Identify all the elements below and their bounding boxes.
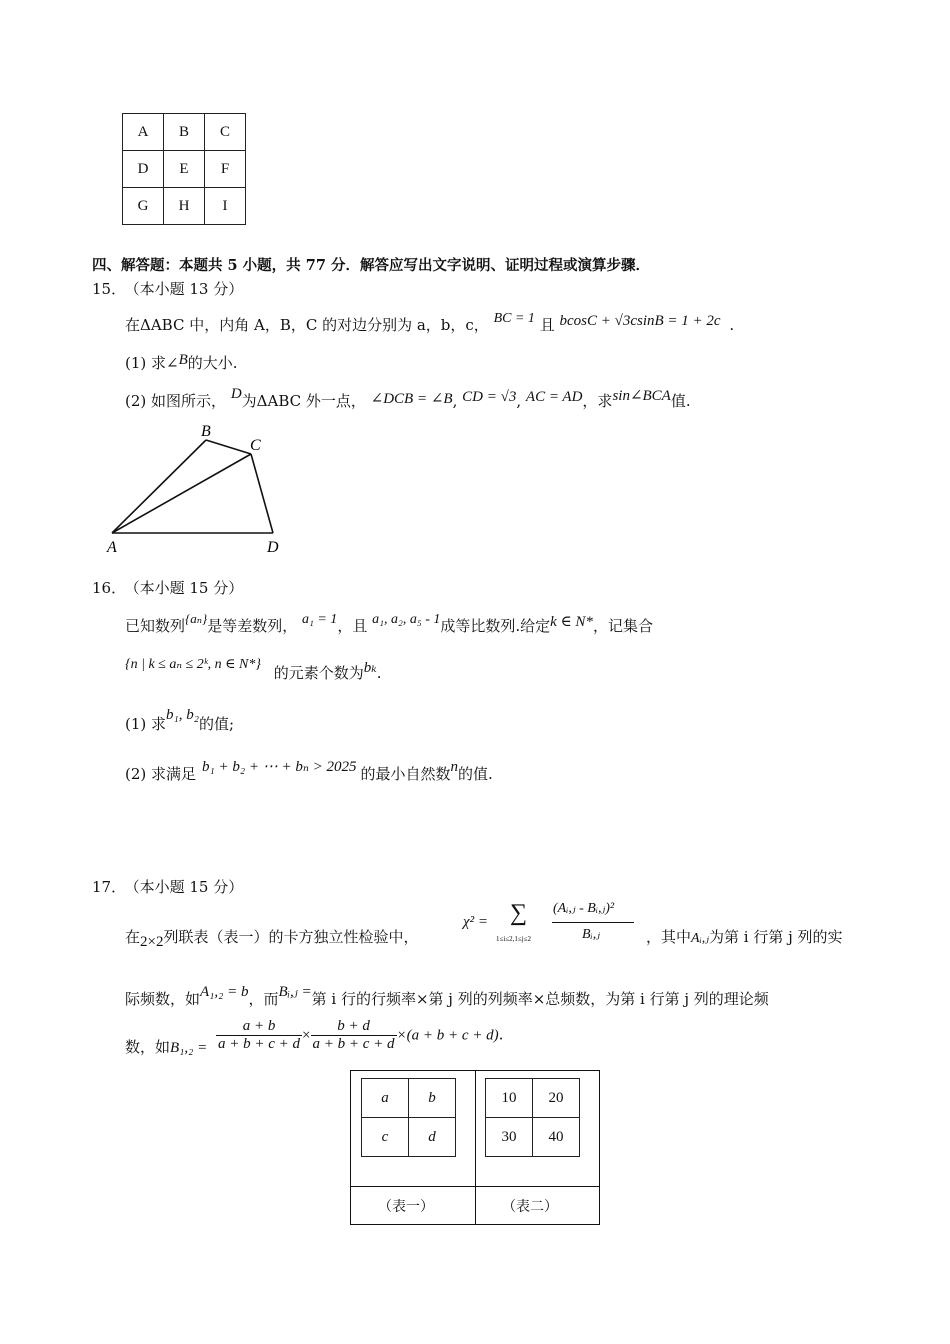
q17-sum: ∑ bbox=[510, 900, 528, 926]
q16-line2 bbox=[125, 657, 382, 683]
q17-Bij: Bᵢ,ⱼ = bbox=[278, 984, 312, 1000]
q17-l3-end: . bbox=[498, 1025, 504, 1044]
q16-l1-a: 已知数列 bbox=[125, 617, 186, 635]
q15-cond-bc: BC = 1 bbox=[493, 311, 535, 326]
q16-l1-b: 是等差数列， bbox=[207, 617, 298, 635]
label-B: B bbox=[201, 423, 211, 440]
q17-l1-b: 列联表（表一）的卡方独立性检验中， bbox=[163, 928, 419, 946]
table-cell: d bbox=[409, 1118, 456, 1157]
q16-p1-b: 的值; bbox=[198, 715, 235, 733]
q17-line2 bbox=[125, 984, 769, 1009]
letter-grid bbox=[122, 113, 246, 225]
caption-table-one: （表一） bbox=[378, 1199, 434, 1215]
q16-cond-geo: a₁, a₂, a₅ - 1 bbox=[372, 612, 441, 627]
q17-number: 17． bbox=[92, 878, 127, 896]
q15-score: （本小题 13 分） bbox=[132, 280, 244, 298]
q15-number: 15． bbox=[92, 280, 127, 298]
q15-p2-c1: ∠DCB = ∠B bbox=[370, 391, 453, 407]
q17-size: 2×2 bbox=[140, 934, 164, 950]
q16-score: （本小题 15 分） bbox=[132, 579, 244, 597]
q17-score: （本小题 15 分） bbox=[132, 878, 244, 896]
q16-l2-c: . bbox=[376, 664, 382, 682]
q16-set: {n | k ≤ aₙ ≤ 2ᵏ, n ∈ N*} bbox=[125, 657, 261, 672]
q15-part2: (2) 如图所示， D为ΔABC 外一点， ∠DCB = ∠B, CD = √3, AC = AD，求sin∠BCA值. bbox=[125, 386, 691, 410]
table-cell: c bbox=[362, 1118, 409, 1157]
q16-seq: {aₙ} bbox=[185, 611, 208, 626]
q15-p2-d: 值. bbox=[670, 392, 691, 410]
q15-p2-c2: CD = √3 bbox=[462, 389, 517, 405]
grid-cell: E bbox=[164, 151, 205, 188]
q17-tail: ×(a + b + c + d) bbox=[396, 1027, 499, 1044]
q16-l1-c: ，且 bbox=[337, 617, 368, 635]
table-cell: 10 bbox=[486, 1079, 533, 1118]
q17-chi: χ² = bbox=[463, 914, 488, 930]
q15-part1 bbox=[125, 352, 238, 373]
q15-cond-eq: bcosC + √3csinB = 1 + 2c bbox=[559, 313, 721, 329]
segment-AC bbox=[112, 454, 251, 533]
q17-l1-c: ，其中 bbox=[646, 928, 692, 946]
q15-and: 且 bbox=[539, 316, 555, 334]
q17-l2-b: ，而 bbox=[248, 990, 279, 1008]
table-two bbox=[485, 1078, 580, 1157]
q16-p2-a: (2) 求满足 bbox=[125, 765, 197, 783]
q16-part2 bbox=[125, 759, 493, 784]
q17-line3 bbox=[125, 1036, 207, 1057]
q15-p1-end: 的大小. bbox=[187, 354, 238, 372]
q17-formula bbox=[216, 1018, 503, 1053]
grid-cell: I bbox=[205, 188, 246, 225]
grid-cell: D bbox=[123, 151, 164, 188]
q15-figure bbox=[100, 418, 300, 560]
q17-l2-c: 第 i 行的行频率×第 j 列的列频率×总频数，为第 i 行第 j 列的理论频 bbox=[311, 990, 769, 1008]
caption-table-two: （表二） bbox=[502, 1199, 558, 1215]
q15-p2-c: ，求 bbox=[582, 392, 613, 410]
q16-p1-var: b₁, b₂ bbox=[166, 707, 199, 723]
section-heading: 四、解答题：本题共 5 小题，共 77 分．解答应写出文字说明、证明过程或演算步骤． bbox=[92, 257, 650, 274]
table-cell: 20 bbox=[533, 1079, 580, 1118]
label-D: D bbox=[267, 539, 279, 556]
q16-n: n bbox=[450, 759, 459, 775]
q16-p2-b: 的最小自然数 bbox=[360, 765, 451, 783]
grid-cell: C bbox=[205, 114, 246, 151]
table-cell: 40 bbox=[533, 1118, 580, 1157]
q16-ineq: b₁ + b₂ + ⋯ + bₙ > 2025 bbox=[202, 759, 357, 775]
grid-cell: B bbox=[164, 114, 205, 151]
q17-sum-range: 1≤i≤2,1≤j≤2 bbox=[496, 935, 532, 943]
q16-l2-a: 的元素个数为 bbox=[273, 664, 364, 682]
q15-p1-var: B bbox=[178, 352, 188, 368]
grid-cell: F bbox=[205, 151, 246, 188]
q15-p1-text: (1) 求∠ bbox=[125, 354, 179, 372]
q17-l2-a: 际频数，如 bbox=[125, 990, 201, 1008]
table-cell: a bbox=[362, 1079, 409, 1118]
label-C: C bbox=[250, 437, 261, 454]
grid-cell: H bbox=[164, 188, 205, 225]
q17-frac2: $\frac{b + d}{a + b + c + d}$ bbox=[312, 1018, 395, 1052]
q16-number: 16． bbox=[92, 579, 127, 597]
q15-stem bbox=[125, 311, 735, 335]
segment-AB bbox=[112, 440, 206, 533]
q16-header bbox=[92, 577, 243, 598]
grid-cell: G bbox=[123, 188, 164, 225]
q16-bk: bₖ bbox=[363, 660, 377, 676]
q15-p2-c3: AC = AD bbox=[525, 389, 583, 405]
q15-stem-text: 在ΔABC 中，内角 A，B，C 的对边分别为 a，b，c， bbox=[125, 316, 489, 334]
q16-p2-c: 的值. bbox=[458, 765, 493, 783]
label-A: A bbox=[107, 539, 117, 556]
q17-l3-a: 数，如 bbox=[125, 1038, 171, 1056]
q17-line1-a bbox=[125, 926, 419, 950]
table-one bbox=[361, 1078, 456, 1157]
q16-l1-d: 成等比数列.给定 bbox=[440, 617, 551, 635]
table-cell: 30 bbox=[486, 1118, 533, 1157]
q17-B12: B₁,₂ = bbox=[170, 1040, 208, 1056]
q16-p1-a: (1) 求 bbox=[125, 715, 167, 733]
q17-l1-d: 为第 i 行第 j 列的实 bbox=[708, 928, 843, 946]
q17-frac-den: Bᵢ,ⱼ bbox=[582, 927, 600, 942]
q17-l1-a: 在 bbox=[125, 928, 141, 946]
q17-Aij: Aᵢ,ⱼ bbox=[691, 931, 709, 946]
q15-p2-b: 为ΔABC 外一点， bbox=[241, 392, 366, 410]
q15-stem-end: . bbox=[729, 316, 735, 334]
q16-cond-a1: a₁ = 1 bbox=[301, 612, 338, 627]
q17-frac-num: (Aᵢ,ⱼ - Bᵢ,ⱼ)² bbox=[553, 901, 615, 916]
q17-frac1: $\frac{a + b}{a + b + c + d}$ bbox=[218, 1018, 301, 1052]
segment-CD bbox=[251, 454, 273, 533]
q15-p2-text: (2) 如图所示， bbox=[125, 392, 227, 410]
q17-frac-bar bbox=[552, 922, 634, 923]
q16-line1 bbox=[125, 611, 653, 636]
q17-line1-b bbox=[646, 926, 843, 947]
q16-cond-k: k ∈ N* bbox=[550, 614, 593, 630]
q15-header bbox=[92, 278, 243, 299]
q16-l1-e: ，记集合 bbox=[592, 617, 653, 635]
grid-cell: A bbox=[123, 114, 164, 151]
segment-BC bbox=[206, 440, 251, 454]
q17-times: × bbox=[302, 1027, 311, 1044]
q15-p2-target: sin∠BCA bbox=[612, 388, 671, 404]
table-cell: b bbox=[409, 1079, 456, 1118]
q15-p2-D: D bbox=[230, 386, 242, 402]
tables-divider bbox=[475, 1071, 476, 1224]
caption-divider bbox=[351, 1186, 599, 1187]
q16-part1 bbox=[125, 707, 235, 734]
q17-header bbox=[92, 876, 243, 897]
q17-A12: A₁,₂ = b bbox=[200, 984, 249, 1000]
